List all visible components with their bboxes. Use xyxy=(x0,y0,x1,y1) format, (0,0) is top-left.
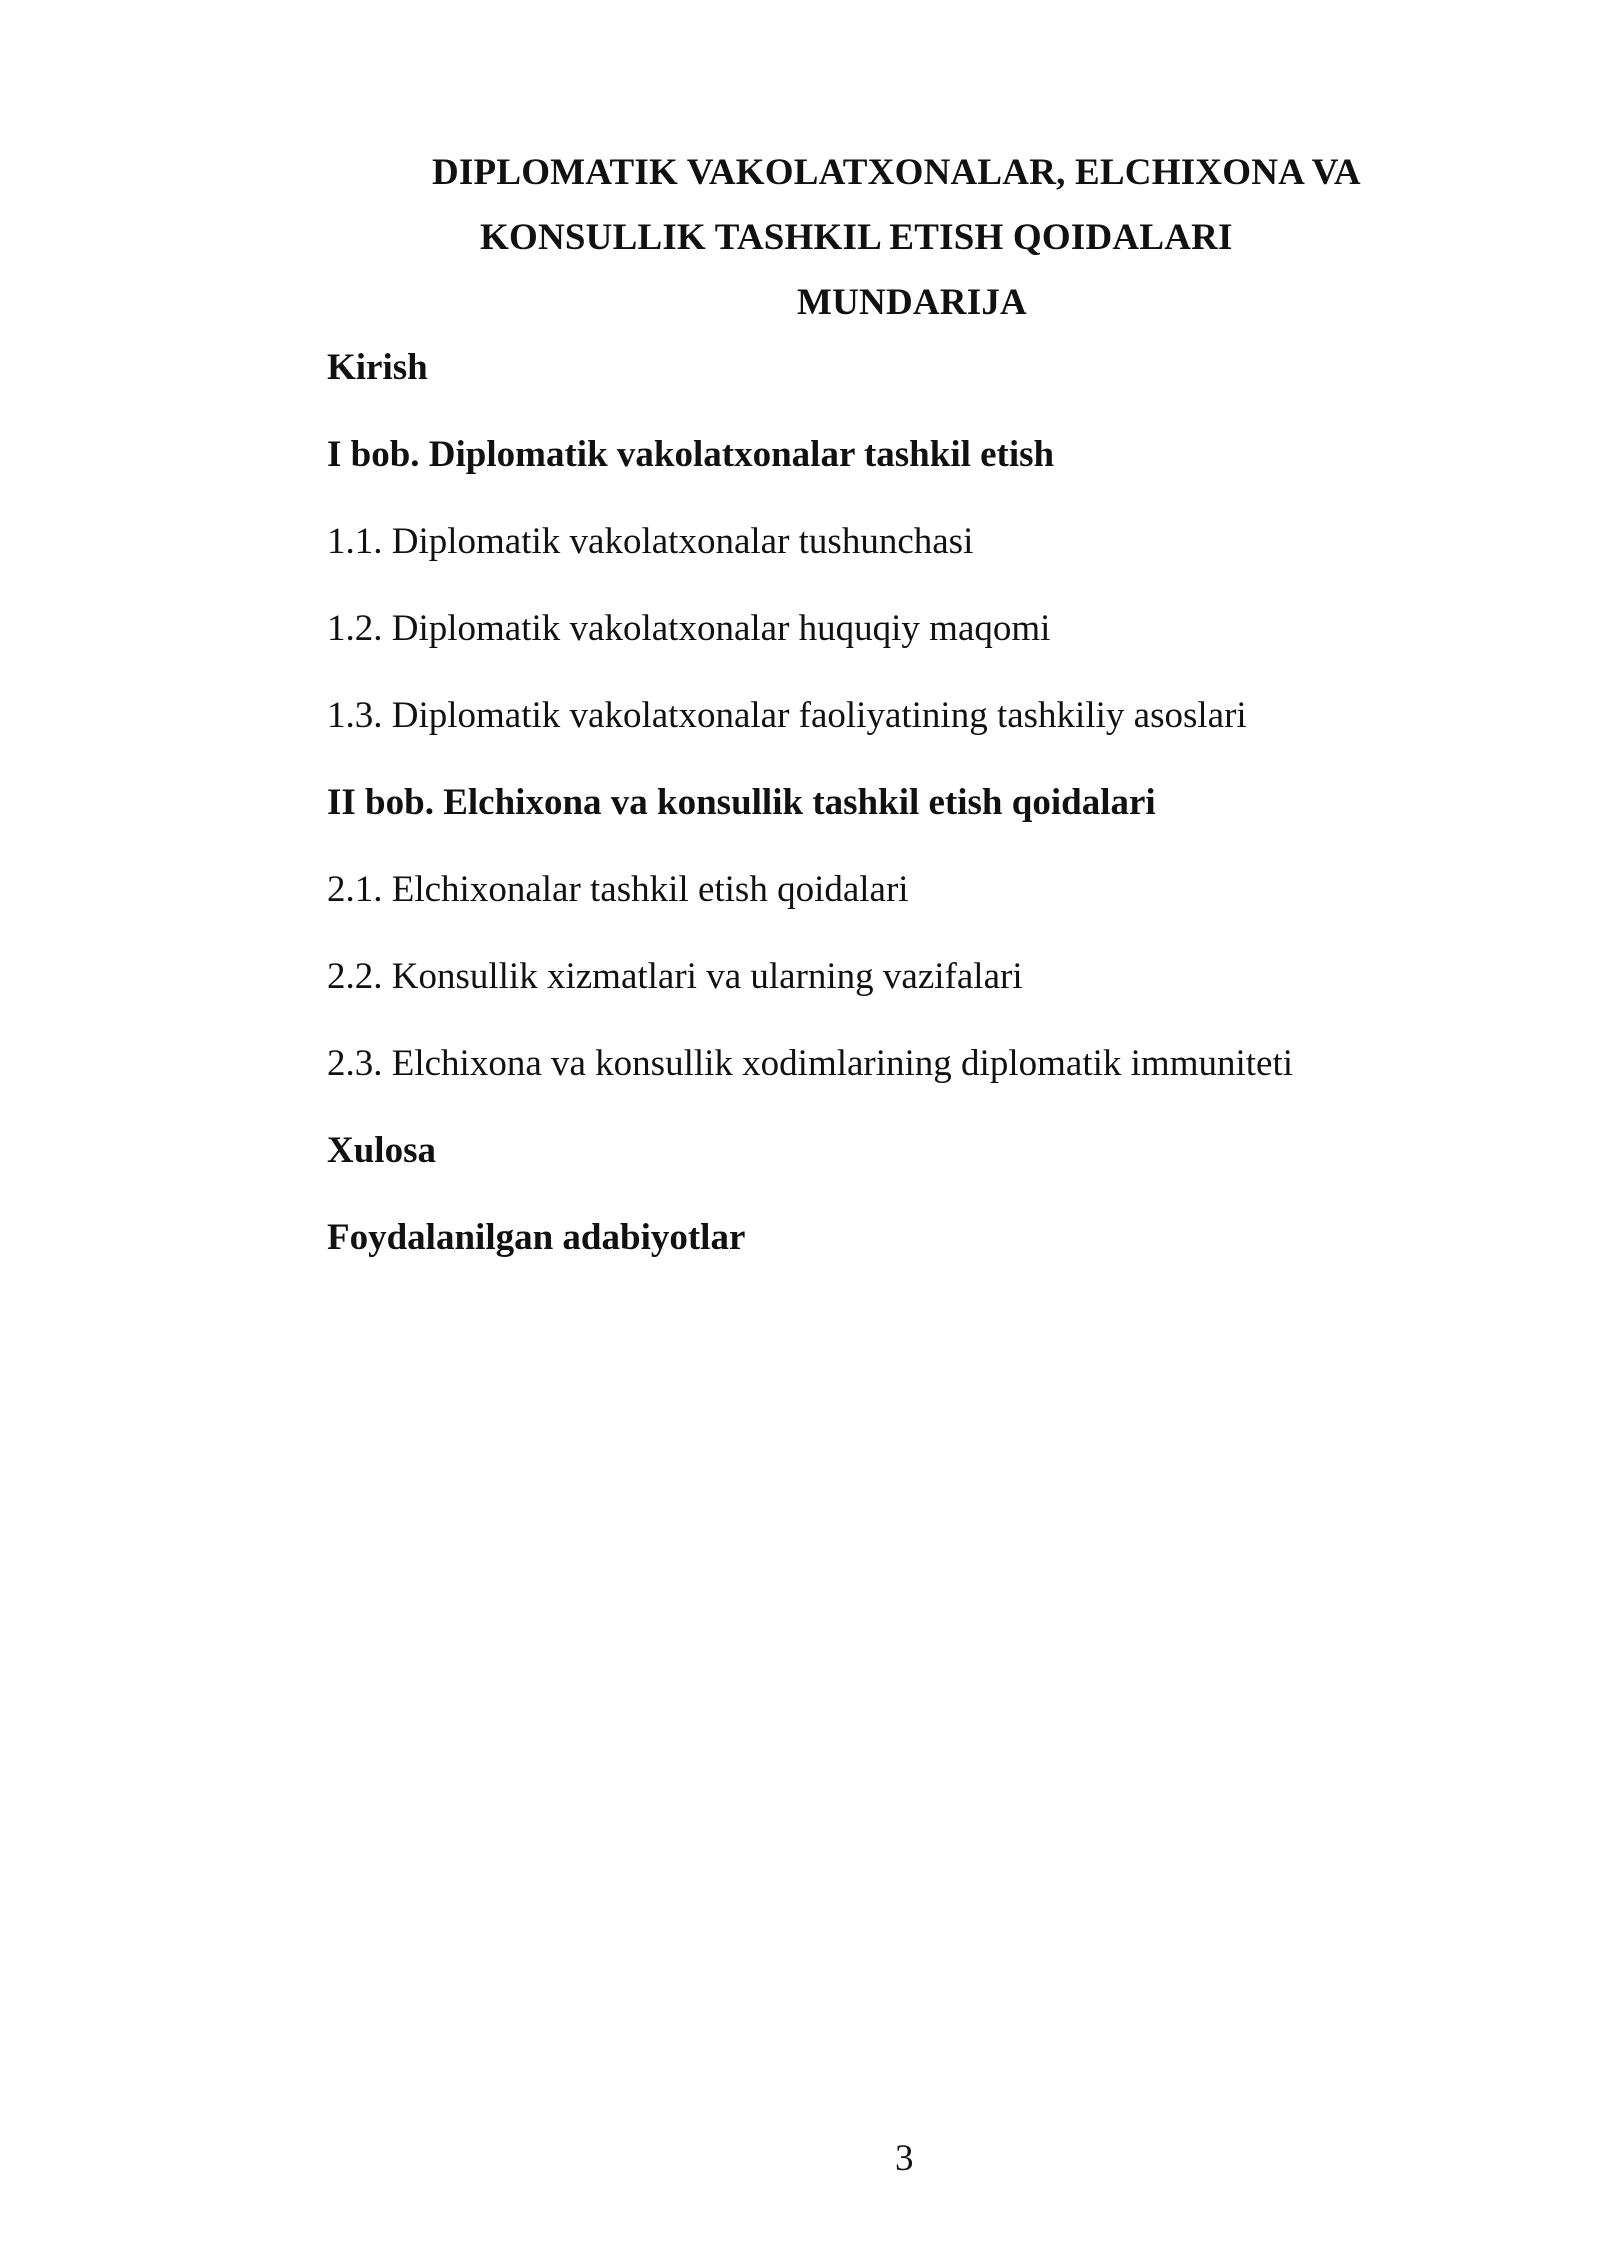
toc-entry-introduction: Kirish xyxy=(327,347,428,388)
toc-entry-section-1-3: 1.3. Diplomatik vakolatxonalar faoliyatining tashkiliy asoslari xyxy=(327,695,1247,736)
toc-entry-chapter-2: II bob. Elchixona va konsullik tashkil etish qoidalari xyxy=(327,782,1156,823)
page-number: 3 xyxy=(895,2138,914,2179)
toc-entry-chapter-1: I bob. Diplomatik vakolatxonalar tashkil etish xyxy=(327,434,1055,475)
toc-entry-section-1-1: 1.1. Diplomatik vakolatxonalar tushunchasi xyxy=(327,521,974,562)
contents-heading: MUNDARIJA xyxy=(797,282,1027,323)
document-title-line-1: DIPLOMATIK VAKOLATXONALAR, ELCHIXONA VA xyxy=(432,152,1361,193)
toc-entry-section-2-2: 2.2. Konsullik xizmatlari va ularning vazifalari xyxy=(327,956,1023,997)
toc-entry-section-1-2: 1.2. Diplomatik vakolatxonalar huquqiy maqomi xyxy=(327,608,1051,649)
toc-entry-references: Foydalanilgan adabiyotlar xyxy=(327,1217,746,1258)
toc-entry-conclusion: Xulosa xyxy=(327,1130,436,1171)
document-title-line-2: KONSULLIK TASHKIL ETISH QOIDALARI xyxy=(480,217,1233,258)
toc-entry-section-2-3: 2.3. Elchixona va konsullik xodimlarining diplomatik immuniteti xyxy=(327,1043,1294,1084)
toc-entry-section-2-1: 2.1. Elchixonalar tashkil etish qoidalari xyxy=(327,869,909,910)
